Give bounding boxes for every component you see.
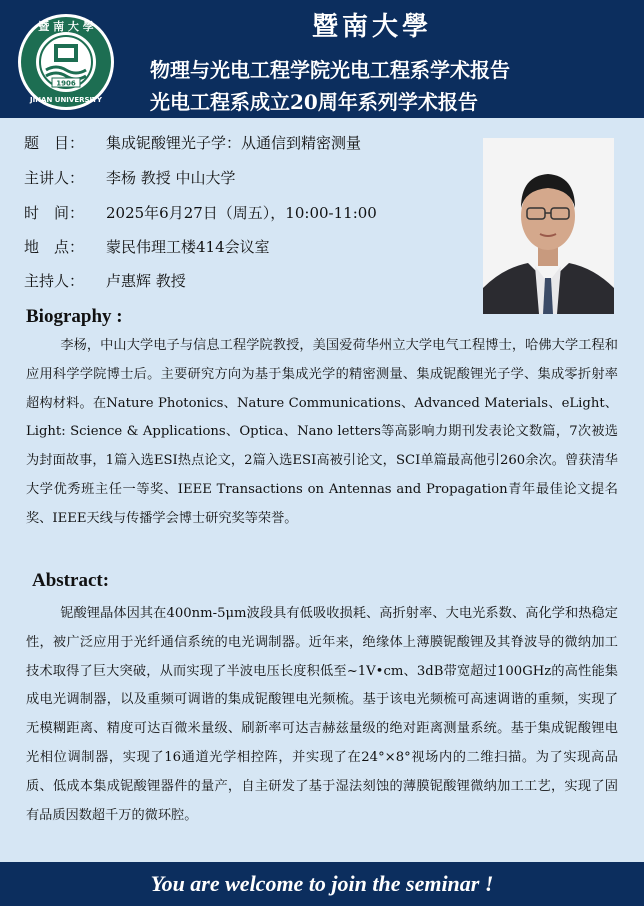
info-speaker-row [24, 167, 236, 188]
info-label: 题 目： [24, 134, 85, 152]
biography-text: 李杨，中山大学电子与信息工程学院教授，美国爱荷华州立大学电气工程博士，哈佛大学工程和应用科学学院博士后。主要研究方向为基于集成光学的精密测量、集成铌酸锂光子学、集成零折射率超构材料。在Nature Photonics、Nature Communications、Advanced Materials、eLight、Light: Science & Applications、Optica、Nano letters等高影响力期刊发表论文数篇，7次被选为封面故事，1篇入选ESI热点论文，2篇入选ESI高被引论文，SCI单篇最高他引260余次。曾获清华大学优秀班主任一等奖、IEEE Transactions on Antennas and Propagation青年最佳论文提名奖、IEEE天线与传播学会博士研究奖等荣誉。 [26, 338, 618, 526]
content-panel [0, 118, 644, 862]
header [0, 0, 644, 118]
info-label: 主讲人： [24, 169, 85, 187]
welcome-banner: You are welcome to join the seminar ! [0, 862, 644, 906]
portrait-image [483, 138, 614, 314]
talk-title: 集成铌酸锂光子学：从通信到精密测量 [106, 134, 362, 152]
abstract-text: 铌酸锂晶体因其在400nm-5μm波段具有低吸收损耗、高折射率、大电光系数、高化学和热稳定性，被广泛应用于光纤通信系统的电光调制器。近年来，绝缘体上薄膜铌酸锂及其脊波导的微纳加工技术取得了巨大突破，从而实现了半波电压长度积低至~1V•cm、3dB带宽超过100GHz的高性能集成电光调制器，以及重频可调谐的集成铌酸锂电光频梳。基于该电光频梳可高速调谐的重频，实现了无模糊距离、精度可达百微米量级、刷新率可达吉赫兹量级的绝对距离测量系统。基于集成铌酸锂电光相位调制器，实现了16通道光学相控阵，并实现了在24°×8°视场内的二维扫描。为了实现高品质、低成本集成铌酸锂器件的量产，自主研发了基于湿法刻蚀的薄膜铌酸锂微纳加工工艺，实现了固有品质因数超千万的微环腔。 [26, 606, 618, 823]
info-label: 时 间： [24, 204, 85, 222]
event-series: 光电工程系成立20周年系列学术报告 [150, 90, 478, 114]
speaker-photo [483, 138, 614, 314]
info-title-row [24, 132, 361, 153]
speaker: 李杨 教授 中山大学 [106, 169, 236, 187]
host: 卢惠辉 教授 [106, 272, 186, 290]
svg-text:暨 南 大 學: 暨 南 大 學 [38, 20, 94, 33]
event-subtitle: 物理与光电工程学院光电工程系学术报告 [150, 58, 510, 82]
time: 2025年6月27日（周五），10:00-11:00 [106, 204, 377, 222]
info-location-row [24, 236, 270, 257]
svg-text:JINAN UNIVERSITY: JINAN UNIVERSITY [29, 96, 103, 104]
university-name: 暨南大學 [311, 12, 432, 42]
info-label: 地 点： [24, 238, 85, 256]
biography-title: Biography : [26, 306, 123, 327]
info-host-row [24, 270, 186, 291]
info-time-row [24, 202, 377, 223]
logo-year: 1906 [56, 79, 76, 88]
location: 蒙民伟理工楼414会议室 [106, 238, 270, 256]
info-label: 主持人： [24, 272, 85, 290]
abstract-title: Abstract: [32, 570, 110, 591]
